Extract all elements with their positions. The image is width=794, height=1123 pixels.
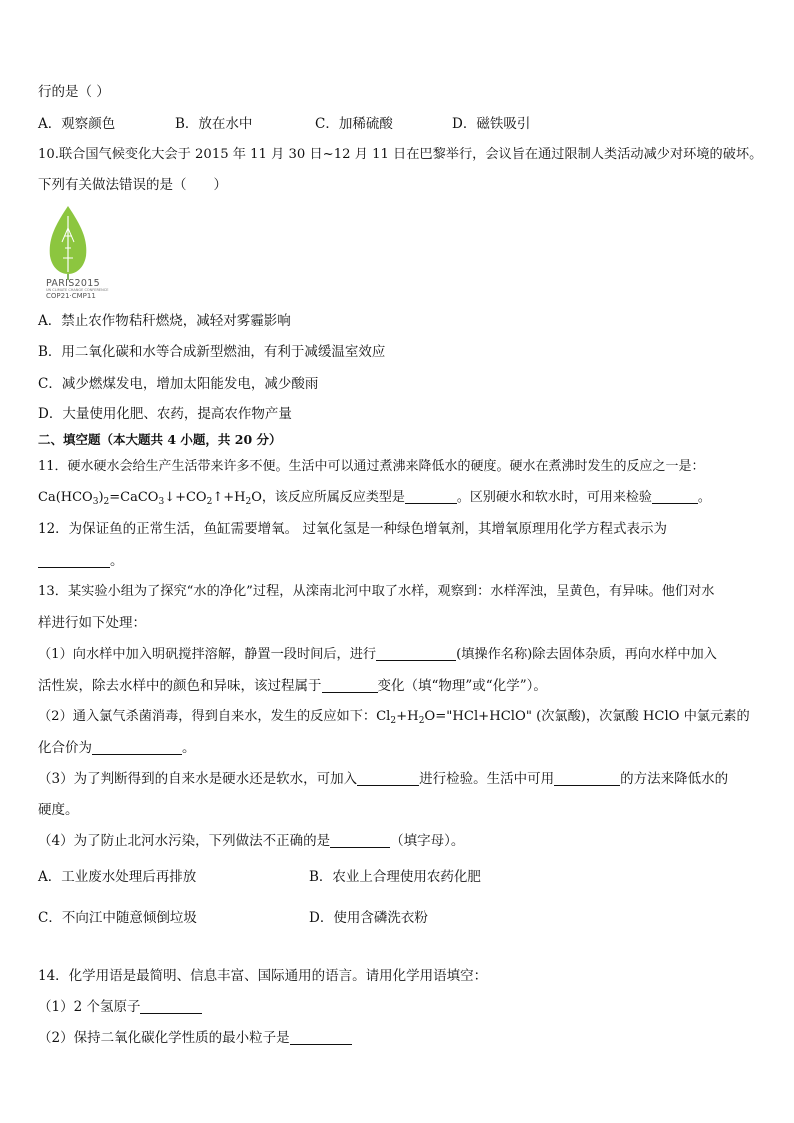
q13-option-d: D．使用含磷洗衣粉	[309, 910, 428, 926]
q13-text: 活性炭，除去水样中的颜色和异味，该过程属于	[38, 678, 322, 694]
q13-blank-reagent[interactable]	[357, 771, 419, 786]
section-header: 二、填空题（本大题共 4 小题，共 20 分）	[38, 432, 282, 447]
q14-stem: 14．化学用语是最简明、信息丰富、国际通用的语言。请用化学用语填空：	[38, 968, 488, 984]
q11-blank-2[interactable]	[652, 489, 698, 504]
q11-eq-sub: 2	[245, 497, 252, 507]
q10-option-d: D．大量使用化肥、农药，提高农作物产量	[38, 406, 292, 422]
q13-text: (填操作名称)除去固体杂质，再向水样中加入	[456, 647, 717, 662]
q12-answer-line	[38, 552, 124, 570]
q14-part2	[38, 1029, 352, 1047]
q10-stem-line1: 10.联合国气候变化大会于 2015 年 11 月 30 日~12 月 11 日在巴黎举行，会议旨在通过限制人类活动减少对环境的破坏。	[38, 147, 763, 162]
q11-eq-part: ↓+CO	[164, 490, 207, 505]
prev-option-c: C．加稀硫酸	[315, 116, 393, 132]
prev-question-tail: 行的是（ ）	[38, 84, 110, 100]
q13-text: 的方法来降低水的	[620, 771, 729, 787]
q13-option-c: C．不向江中随意倾倒垃圾	[38, 910, 197, 926]
q12-end: 。	[110, 553, 124, 569]
q14-part1	[38, 998, 202, 1016]
q10-option-c: C．减少燃煤发电，增加太阳能发电，减少酸雨	[38, 376, 319, 392]
q13-stem-line1: 13．某实验小组为了探究“水的净化”过程，从滦南北河中取了水样，观察到：水样浑浊，呈黄色，有异味。他们对水	[38, 584, 715, 599]
q13-text: （2）通入氯气杀菌消毒，得到自来水，发生的反应如下：Cl	[38, 709, 391, 724]
logo-title: PARIS2015	[46, 278, 100, 289]
q11-eq-part: 。	[697, 490, 711, 505]
q13-part1-line1	[38, 646, 717, 664]
q10-option-b: B．用二氧化碳和水等合成新型燃油，有利于减缓温室效应	[38, 344, 386, 360]
paris2015-logo	[40, 202, 120, 302]
q13-part1-line2	[38, 677, 547, 695]
q13-text: +H	[396, 709, 419, 724]
prev-option-a: A．观察颜色	[38, 116, 116, 132]
q11-eq-sub: 2	[206, 497, 213, 507]
q11-eq-part: O，该反应所属反应类型是	[251, 490, 405, 505]
q13-blank-choice[interactable]	[330, 833, 390, 848]
q13-part3-line2: 硬度。	[38, 802, 79, 818]
logo-subtitle: COP21·CMP11	[46, 292, 96, 300]
prev-option-d: D．磁铁吸引	[452, 116, 531, 132]
q10-stem-line2: 下列有关做法错误的是（ ）	[38, 177, 227, 193]
q13-option-b: B．农业上合理使用农药化肥	[309, 869, 481, 885]
q13-option-a: A．工业废水处理后再排放	[38, 869, 197, 885]
q14-blank-1[interactable]	[140, 999, 202, 1014]
q11-eq-part: =CaCO	[109, 490, 159, 505]
q13-text: O="HCl+HClO" (次氯酸)，次氯酸 HClO 中氯元素的	[424, 709, 750, 724]
q13-text: 化合价为	[38, 740, 92, 756]
logo-small-text: UN CLIMATE CHANGE CONFERENCE	[46, 288, 109, 292]
q13-blank-change[interactable]	[322, 678, 378, 693]
q13-blank-operation[interactable]	[376, 646, 456, 661]
q13-sub: 2	[418, 716, 425, 726]
q10-option-a: A．禁止农作物秸秆燃烧，减轻对雾霾影响	[38, 313, 291, 329]
q13-text: （填字母）。	[390, 833, 465, 849]
q11-eq-part: ↑+H	[212, 490, 246, 505]
q11-stem-line1: 11．硬水硬水会给生产生活带来许多不便。生活中可以通过煮沸来降低水的硬度。硬水在煮沸时发生的反应之一是：	[38, 459, 705, 474]
q11-eq-part: 。区别硬水和软水时，可用来检验	[456, 490, 652, 505]
q14-text: （2）保持二氧化碳化学性质的最小粒子是	[38, 1030, 290, 1046]
q11-eq-part: Ca(HCO	[38, 490, 93, 505]
q12-blank[interactable]	[38, 553, 110, 568]
q13-part4-line	[38, 832, 464, 850]
q12-stem-line1: 12．为保证鱼的正常生活，鱼缸需要增氧。 过氧化氢是一种绿色增氧剂，其增氧原理用化学方程式表示为	[38, 521, 667, 537]
q11-blank-1[interactable]	[405, 489, 457, 504]
q13-stem-line2: 样进行如下处理：	[38, 615, 146, 631]
q13-sub: 2	[390, 716, 397, 726]
q14-blank-2[interactable]	[290, 1030, 352, 1045]
q11-equation-line	[38, 489, 711, 511]
q13-part2-line2	[38, 739, 196, 757]
q13-text: （1）向水样中加入明矾搅拌溶解，静置一段时间后，进行	[38, 647, 377, 662]
q13-blank-method[interactable]	[554, 771, 620, 786]
q13-text: 。	[182, 740, 196, 756]
q14-text: （1）2 个氢原子	[38, 999, 141, 1015]
q11-eq-sub: 2	[103, 497, 110, 507]
q13-text: 变化（填“物理”或“化学”）。	[377, 678, 547, 694]
q13-blank-valence[interactable]	[92, 740, 182, 755]
q13-part3-line1	[38, 770, 728, 788]
q13-text: （4）为了防止北河水污染，下列做法不正确的是	[38, 833, 331, 849]
prev-option-b: B．放在水中	[175, 116, 253, 132]
q11-eq-sub: 3	[158, 497, 165, 507]
q13-text: 进行检验。生活中可用	[419, 771, 555, 787]
q11-eq-sub: 3	[92, 497, 99, 507]
q11-eq-part: )	[98, 490, 104, 505]
q13-text: （3）为了判断得到的自来水是硬水还是软水，可加入	[38, 771, 358, 787]
q13-part2-line1	[38, 708, 750, 730]
